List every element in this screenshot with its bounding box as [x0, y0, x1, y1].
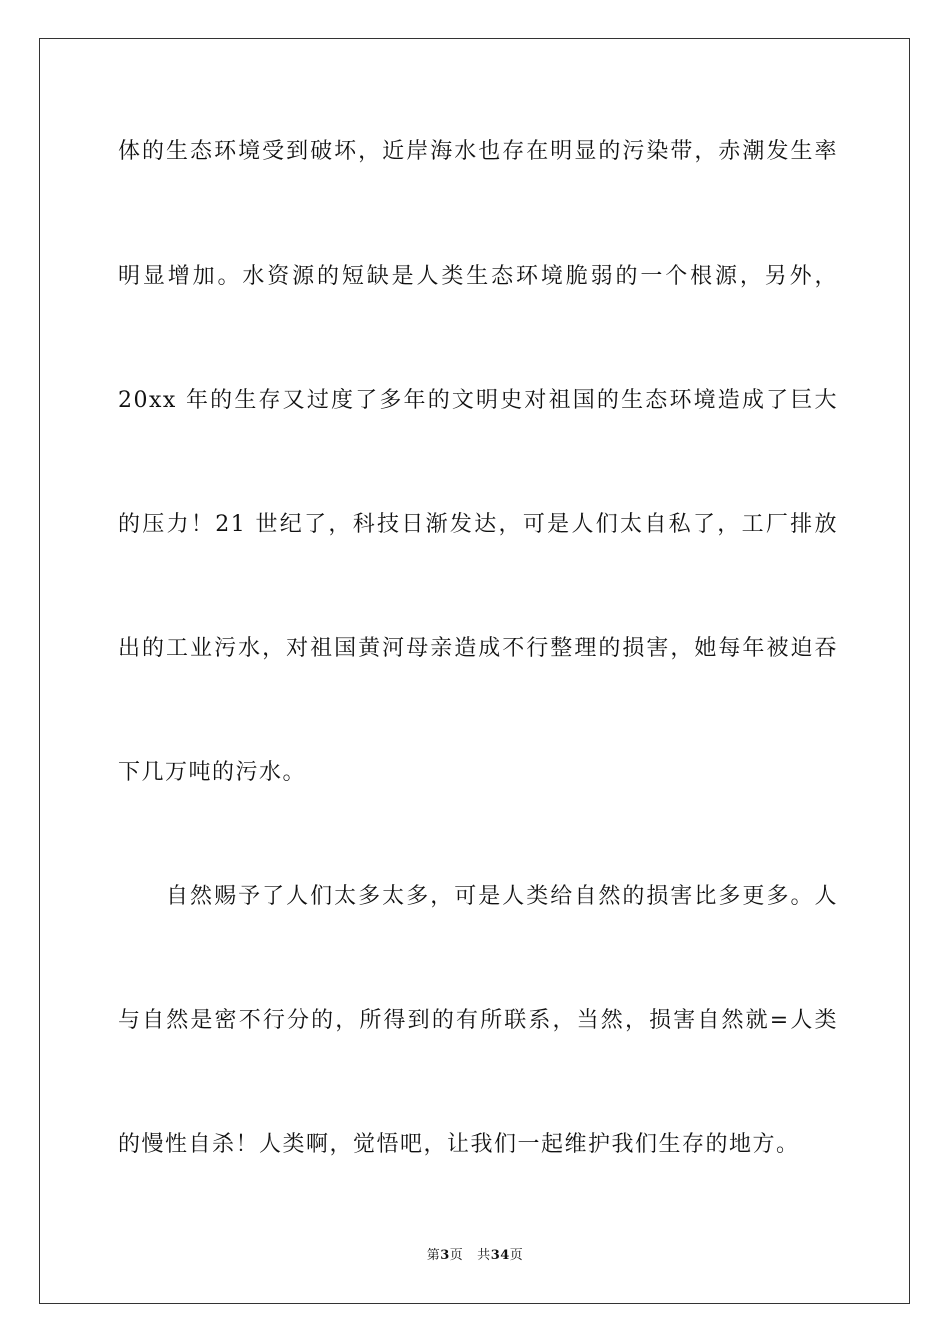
- footer-total-pages: 34: [490, 1248, 510, 1263]
- footer-total-suffix: 页: [509, 1248, 524, 1263]
- footer-page-number: 3: [440, 1248, 450, 1263]
- paragraph-line-7: 自然赐予了人们太多太多，可是人类给自然的损害比多更多。人: [118, 884, 838, 909]
- paragraph-line-2: 明显增加。水资源的短缺是人类生态环境脆弱的一个根源，另外，: [118, 264, 838, 289]
- paragraph-line-5: 出的工业污水，对祖国黄河母亲造成不行整理的损害，她每年被迫吞: [118, 636, 838, 661]
- paragraph-line-6: 下几万吨的污水。: [118, 760, 307, 785]
- footer-page-suffix: 页: [449, 1248, 464, 1263]
- footer-total-prefix: 共: [477, 1248, 491, 1263]
- page-footer: [0, 1247, 950, 1265]
- paragraph-line-8: 与自然是密不行分的，所得到的有所联系，当然，损害自然就=人类: [118, 1008, 838, 1033]
- page-border: [39, 38, 910, 1304]
- paragraph-line-3: 20xx 年的生存又过度了多年的文明史对祖国的生态环境造成了巨大: [118, 388, 838, 413]
- paragraph-line-9: 的慢性自杀！人类啊，觉悟吧，让我们一起维护我们生存的地方。: [118, 1132, 800, 1157]
- paragraph-line-1: 体的生态环境受到破坏，近岸海水也存在明显的污染带，赤潮发生率: [118, 139, 838, 164]
- footer-page-prefix: 第: [426, 1248, 441, 1263]
- paragraph-line-4: 的压力！21 世纪了，科技日渐发达，可是人们太自私了，工厂排放: [118, 512, 838, 537]
